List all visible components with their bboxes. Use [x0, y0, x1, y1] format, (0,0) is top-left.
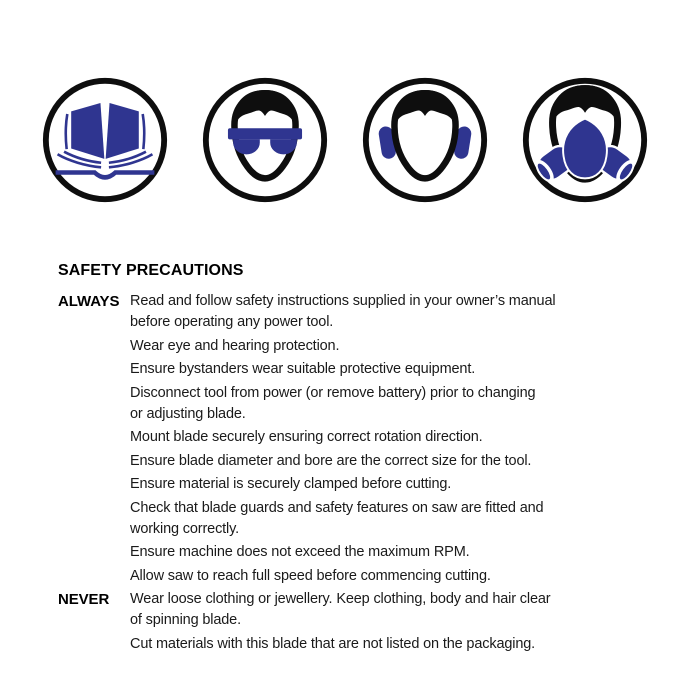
safety-item [130, 474, 643, 495]
item-line: Ensure blade diameter and bore are the correct size for the tool. [130, 452, 532, 469]
item-line: Disconnect tool from power (or remove battery) prior to changing [130, 384, 536, 401]
page-title: SAFETY PRECAUTIONS [58, 262, 244, 279]
read-manual-icon [40, 75, 170, 205]
safety-item [130, 498, 643, 540]
item-line: before operating any power tool. [130, 314, 334, 330]
safety-item [130, 336, 643, 357]
item-line: Cut materials with this blade that are not listed on the packaging. [130, 635, 536, 652]
safety-item [130, 383, 643, 425]
item-line: Wear loose clothing or jewellery. Keep clothing, body and hair clear [130, 591, 551, 607]
item-line: Ensure machine does not exceed the maximum RPM. [130, 544, 470, 560]
never-items [130, 589, 643, 657]
safety-item [130, 291, 643, 333]
item-line: Check that blade guards and safety features on saw are fitted and [130, 499, 544, 516]
always-label: ALWAYS [58, 293, 120, 310]
always-items [130, 291, 643, 589]
item-line: Ensure bystanders wear suitable protective equipment. [130, 361, 476, 377]
item-line: Allow saw to reach full speed before commencing cutting. [130, 567, 491, 584]
hearing-protection-icon [360, 75, 490, 205]
item-line: Wear eye and hearing protection. [130, 337, 340, 354]
always-section [58, 291, 643, 589]
item-line: Read and follow safety instructions supplied in your owner’s manual [130, 293, 556, 309]
safety-item [130, 566, 643, 587]
item-line: or adjusting blade. [130, 405, 246, 422]
item-line: Ensure material is securely clamped before cutting. [130, 476, 452, 492]
respiratory-protection-icon [520, 75, 650, 205]
item-line: working correctly. [130, 520, 240, 537]
eye-protection-icon [200, 75, 330, 205]
item-line: Mount blade securely ensuring correct rotation direction. [130, 429, 483, 445]
safety-item [130, 427, 643, 448]
safety-item [130, 634, 643, 655]
never-label: NEVER [58, 591, 110, 608]
safety-icons-row [40, 75, 650, 205]
safety-item [130, 589, 643, 631]
safety-item [130, 359, 643, 380]
safety-content [58, 262, 643, 657]
safety-item [130, 542, 643, 563]
never-section [58, 589, 643, 657]
safety-item [130, 451, 643, 472]
item-line: of spinning blade. [130, 612, 241, 628]
